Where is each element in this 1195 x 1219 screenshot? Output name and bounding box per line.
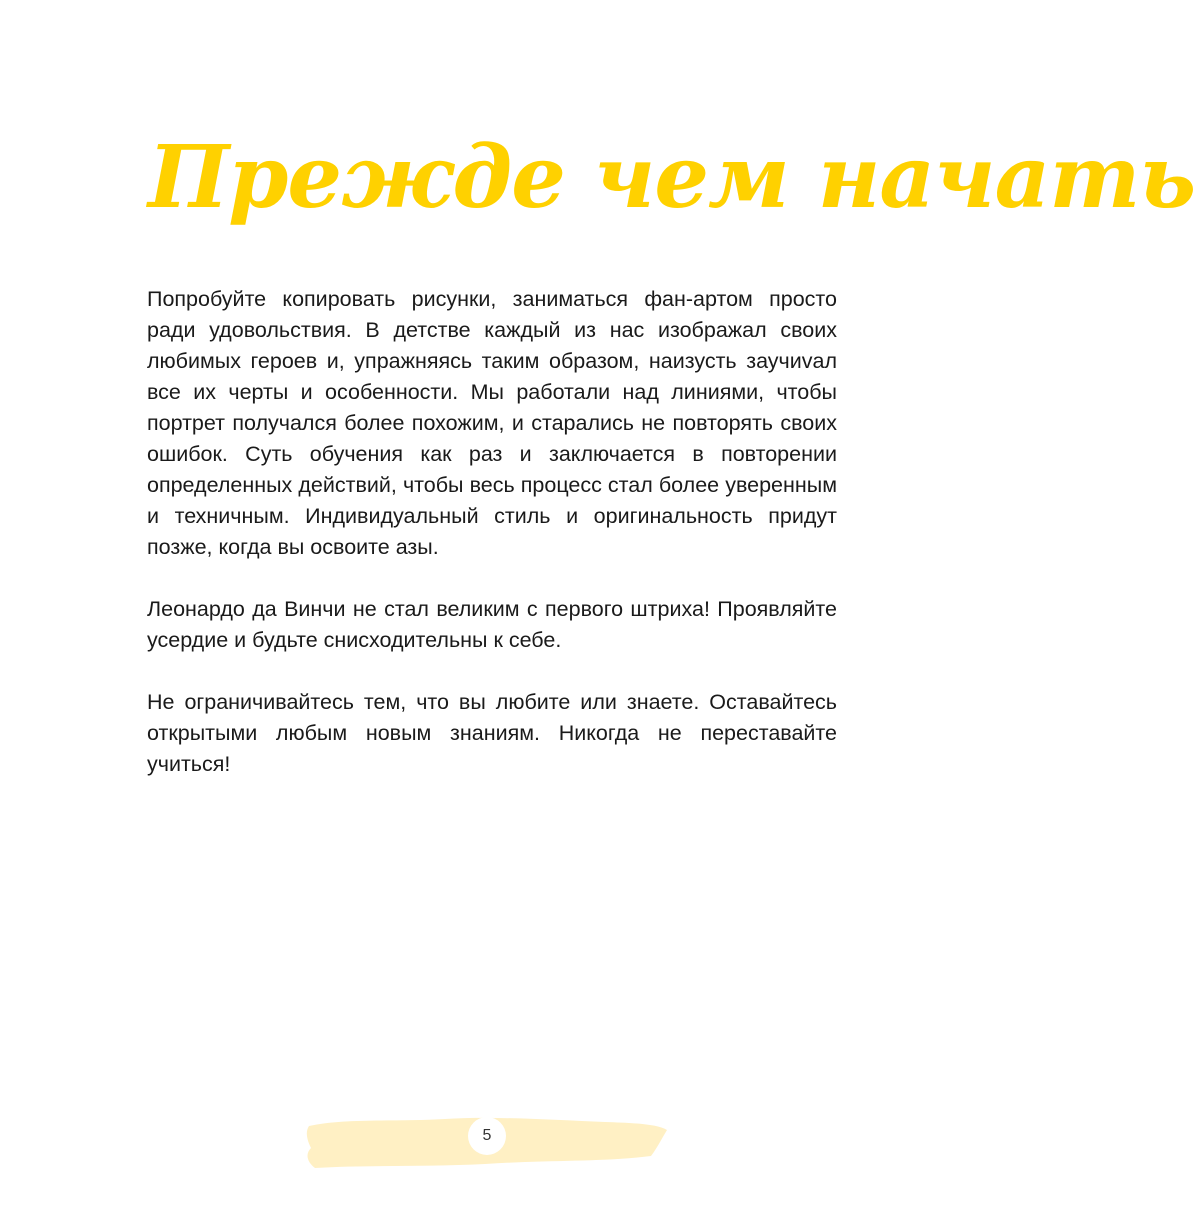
paragraph-1: Попробуйте копировать рисунки, заниматься фан-артом просто ради удовольствия. В детстве каждый из нас изображал своих любимых героев и, упражняясь таким образом, наизусть заучиvал все их черты и особенности. Мы работали над линиями, чтобы портрет получался более похожим, и старались не повторять своих ошибок. Суть обучения как раз и заключается в повторении определенных действий, чтобы весь процесс стал более уверенным и техничным. Индивидуальный стиль и оригинальность придут позже, когда вы освоите азы. <box>147 287 837 559</box>
page-title: Прежде чем начать <box>148 127 1195 228</box>
page-number: 5 <box>468 1117 506 1155</box>
paragraph-3: Не ограничивайтесь тем, что вы любите или знаете. Оставайтесь открытыми любым новым знаниям. Никогда не переставайте учиться! <box>147 690 837 776</box>
paragraph-2: Леонардо да Винчи не стал великим с первого штриха! Проявляйте усердие и будьте снисходительны к себе. <box>147 597 837 652</box>
body-text <box>147 284 837 811</box>
